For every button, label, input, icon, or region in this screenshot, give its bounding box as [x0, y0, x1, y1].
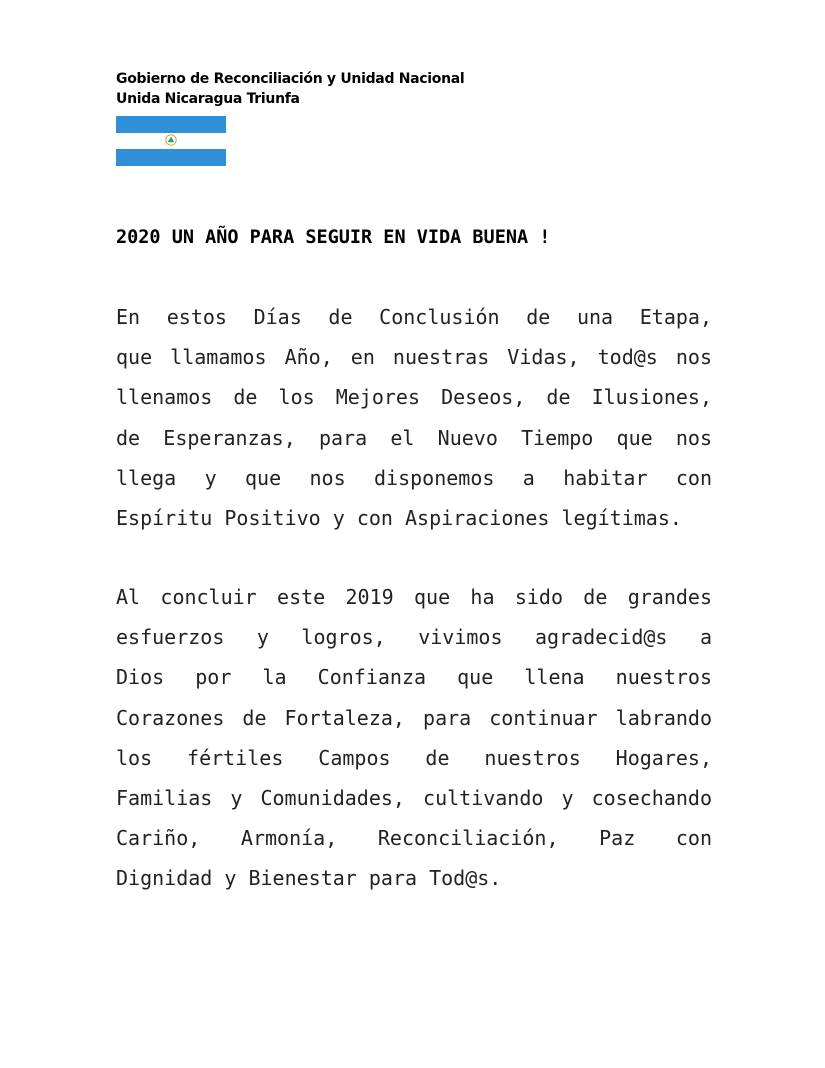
paragraph-line: esfuerzos y logros, vivimos agradecid@s a — [116, 625, 712, 650]
paragraph-line: Corazones de Fortaleza, para continuar labrando — [116, 705, 712, 730]
coat-of-arms-icon — [165, 134, 177, 146]
paragraph-line: llega y que nos disponemos a habitar con — [116, 465, 712, 490]
nicaragua-flag — [116, 116, 226, 166]
paragraph-line: Al concluir este 2019 que ha sido de grandes — [116, 585, 712, 609]
flag-band-top — [116, 116, 226, 133]
paragraph-line: En estos Días de Conclusión de una Etapa, — [116, 305, 712, 329]
paragraph-1 — [116, 297, 712, 538]
header-line-government: Gobierno de Reconciliación y Unidad Nacional — [116, 71, 465, 87]
paragraph-line: los fértiles Campos de nuestros Hogares, — [116, 745, 712, 770]
paragraph-line: de Esperanzas, para el Nuevo Tiempo que nos — [116, 425, 712, 450]
header-government-name — [116, 69, 464, 109]
header-line-slogan: Unida Nicaragua Triunfa — [116, 91, 300, 107]
paragraph-line: Dios por la Confianza que llena nuestros — [116, 665, 712, 690]
paragraph-line: que llamamos Año, en nuestras Vidas, tod@s nos — [116, 345, 712, 370]
flag-band-bottom — [116, 149, 226, 166]
paragraph-line: Familias y Comunidades, cultivando y cosechando — [116, 786, 712, 811]
paragraph-2 — [116, 577, 712, 899]
paragraph-line: Cariño, Armonía, Reconciliación, Paz con — [116, 826, 712, 851]
document-title: 2020 UN AÑO PARA SEGUIR EN VIDA BUENA ! — [116, 227, 551, 248]
paragraph-line: llenamos de los Mejores Deseos, de Ilusiones, — [116, 385, 712, 410]
paragraph-line: Espíritu Positivo y con Aspiraciones legítimas. — [116, 506, 682, 531]
paragraph-line: Dignidad y Bienestar para Tod@s. — [116, 866, 502, 891]
